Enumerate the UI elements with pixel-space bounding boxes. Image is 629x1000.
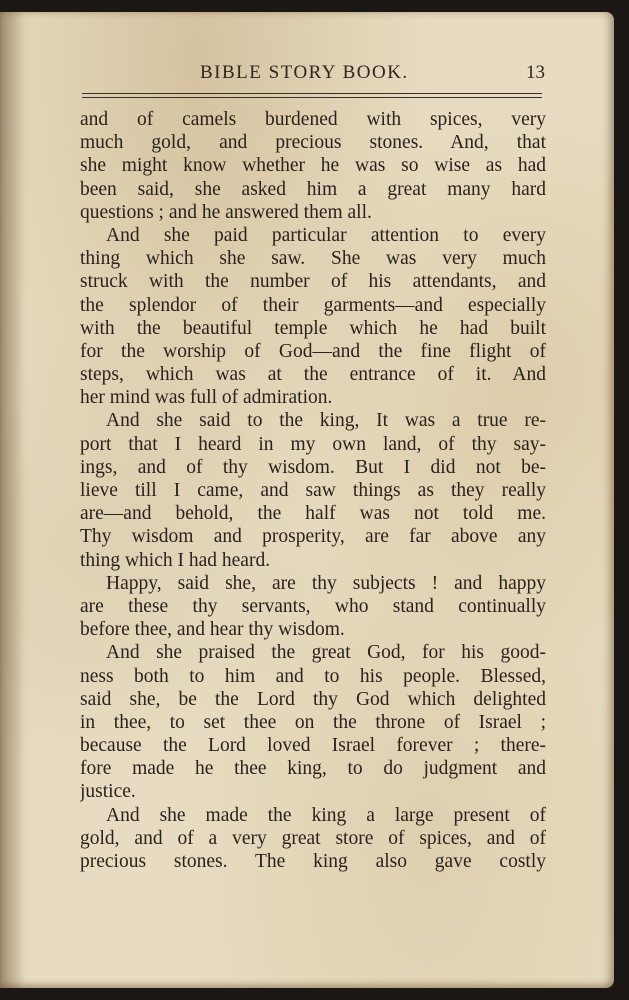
text-line: the splendor of their garments—and especially bbox=[80, 294, 546, 316]
text-line: port that I heard in my own land, of thy say- bbox=[80, 433, 546, 455]
text-line: precious stones. The king also gave costly bbox=[80, 851, 546, 872]
text-line: and of camels burdened with spices, very bbox=[80, 109, 546, 130]
header-rule-top bbox=[82, 93, 542, 94]
text-line: struck with the number of his attendants, and bbox=[80, 271, 546, 293]
text-line: gold, and of a very great store of spices, and of bbox=[80, 827, 546, 849]
text-line: questions ; and he answered them all. bbox=[80, 201, 372, 223]
text-line: much gold, and precious stones. And, that bbox=[80, 132, 546, 154]
text-line: thing which I had heard. bbox=[80, 549, 271, 571]
text-line: in thee, to set thee on the throne of Israel ; bbox=[80, 711, 546, 733]
text-line: are these thy servants, who stand continually bbox=[80, 595, 546, 617]
page-header bbox=[80, 62, 545, 86]
page-gutter bbox=[0, 12, 24, 988]
text-line: been said, she asked him a great many hard bbox=[80, 178, 546, 200]
text-line: justice. bbox=[80, 781, 136, 803]
text-line: are—and behold, the half was not told me. bbox=[80, 503, 546, 525]
text-line: with the beautiful temple which he had built bbox=[80, 317, 546, 339]
text-line: And she paid particular attention to every bbox=[106, 224, 546, 246]
body-text bbox=[80, 108, 546, 873]
text-line: her mind was full of admiration. bbox=[80, 387, 333, 409]
text-line: Thy wisdom and prosperity, are far above any bbox=[80, 526, 546, 548]
text-line: fore made he thee king, to do judgment and bbox=[80, 758, 546, 780]
text-line: Happy, said she, are thy subjects ! and happy bbox=[106, 572, 546, 594]
text-line: for the worship of God—and the fine flight of bbox=[80, 340, 546, 362]
text-line: said she, be the Lord thy God which delighted bbox=[80, 688, 546, 710]
text-line: before thee, and hear thy wisdom. bbox=[80, 619, 345, 641]
text-line: ness both to him and to his people. Blessed, bbox=[80, 665, 546, 687]
text-line: because the Lord loved Israel forever ; there- bbox=[80, 735, 546, 757]
text-line: she might know whether he was so wise as had bbox=[80, 155, 546, 177]
page-number: 13 bbox=[526, 62, 545, 83]
text-line: And she praised the great God, for his good- bbox=[106, 642, 546, 664]
text-line: thing which she saw. She was very much bbox=[80, 248, 546, 270]
text-line: And she said to the king, It was a true re- bbox=[106, 410, 546, 432]
running-title: BIBLE STORY BOOK. bbox=[200, 62, 409, 83]
text-line: ings, and of thy wisdom. But I did not be- bbox=[80, 456, 546, 478]
text-line: And she made the king a large present of bbox=[106, 804, 546, 826]
text-line: lieve till I came, and saw things as they really bbox=[80, 480, 546, 501]
text-line: steps, which was at the entrance of it. And bbox=[80, 364, 546, 386]
header-rule-bottom bbox=[82, 97, 542, 98]
